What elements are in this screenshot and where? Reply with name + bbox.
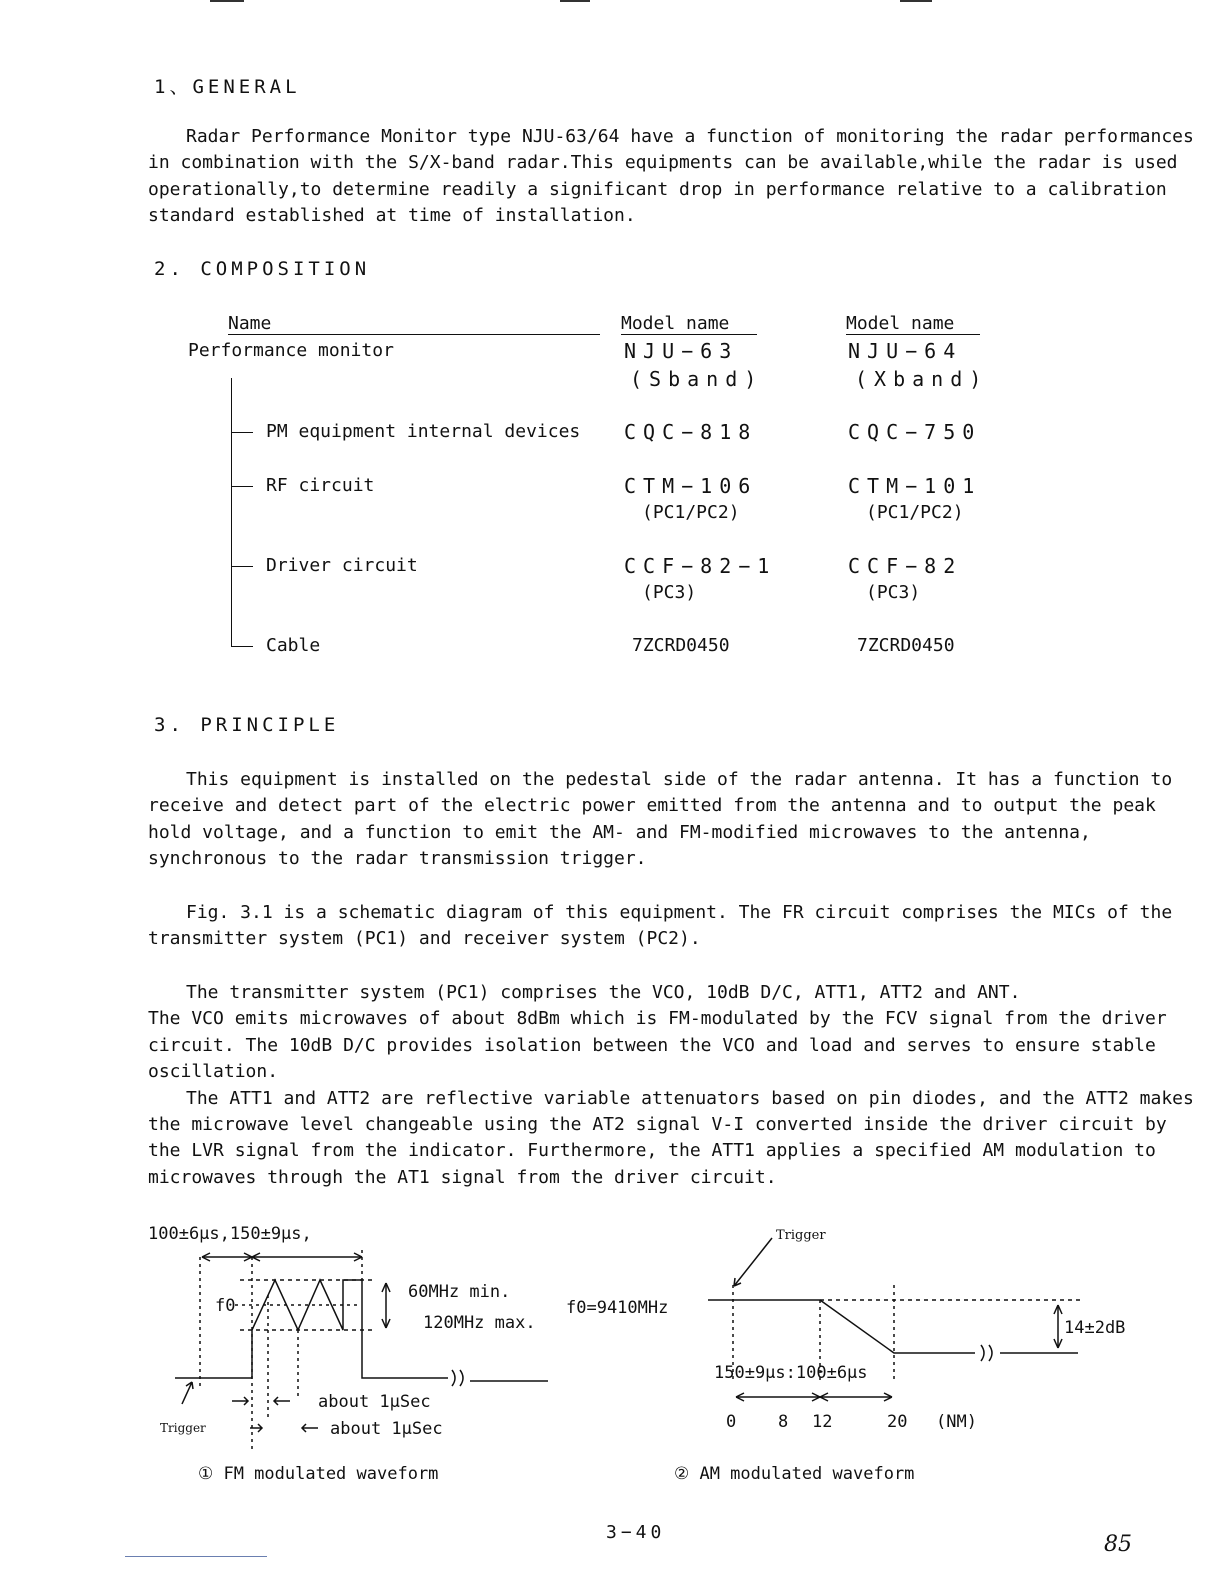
text-line: circuit. The 10dB D/C provides isolation between the VCO and load and serves to ensure stable xyxy=(148,1034,1156,1056)
tree-line xyxy=(231,378,232,646)
tree-branch xyxy=(231,566,253,567)
fm-max-label: 120MHz max. xyxy=(423,1313,536,1333)
tree-branch xyxy=(231,646,253,647)
am-caption: ② AM modulated waveform xyxy=(674,1464,915,1484)
model-nju63: NJU−63 xyxy=(624,339,739,363)
am-trigger-label: Trigger xyxy=(776,1228,826,1243)
row-model-1: 7ZCRD0450 xyxy=(632,635,730,656)
fm-caption: ① FM modulated waveform xyxy=(198,1464,439,1484)
row-model-1: CCF−82−1 xyxy=(624,554,777,578)
row-name-performance-monitor: Performance monitor xyxy=(188,340,394,361)
row-model-2-sub: (PC3) xyxy=(866,582,921,603)
text-line: receive and detect part of the electric power emitted from the antenna and to output the peak xyxy=(148,795,1156,817)
row-model-1-sub: (PC1/PC2) xyxy=(642,502,740,523)
principle-paragraph-2 xyxy=(148,900,1173,953)
am-level-label: 14±2dB xyxy=(1064,1318,1126,1338)
row-model-1-sub: (PC3) xyxy=(642,582,697,603)
row-name: Driver circuit xyxy=(266,555,418,576)
am-axis-tick: 0 xyxy=(726,1412,737,1432)
fm-f0-label: f0 xyxy=(215,1296,236,1316)
handwritten-mark: 85 xyxy=(1104,1532,1132,1557)
row-model-1: CTM−106 xyxy=(624,474,758,498)
text-line: synchronous to the radar transmission trigger. xyxy=(148,848,647,870)
row-name: PM equipment internal devices xyxy=(266,421,581,442)
am-axis-tick: 8 xyxy=(778,1412,789,1432)
text-line: microwaves through the AT1 signal from the driver circuit. xyxy=(148,1166,777,1188)
row-model-2-sub: (PC1/PC2) xyxy=(866,502,964,523)
text-line: hold voltage, and a function to emit the AM- and FM-modified microwaves to the antenna, xyxy=(148,821,1091,843)
fm-min-label: 60MHz min. xyxy=(408,1282,511,1302)
footer-rule xyxy=(125,1556,267,1557)
col-header-model-1: Model name xyxy=(621,313,757,335)
principle-paragraph-1 xyxy=(148,767,1173,873)
tree-branch xyxy=(231,486,253,487)
row-model-1: CQC−818 xyxy=(624,420,758,444)
fm-timing-label: 100±6μs,150±9μs, xyxy=(148,1224,312,1244)
text-line: This equipment is installed on the pedestal side of the radar antenna. It has a function to xyxy=(186,769,1173,790)
am-axis-tick: 12 xyxy=(812,1412,833,1432)
principle-paragraph-3 xyxy=(148,980,1194,1191)
fm-about-label-2: about 1μSec xyxy=(330,1419,443,1439)
fm-about-label-1: about 1μSec xyxy=(318,1392,431,1412)
text-line: standard established at time of installation. xyxy=(148,205,636,227)
text-line: transmitter system (PC1) and receiver system (PC2). xyxy=(148,928,701,950)
am-timing-label: 150±9μs:100±6μs xyxy=(714,1363,868,1383)
col-header-model-2: Model name xyxy=(846,313,980,335)
text-line: Radar Performance Monitor type NJU-63/64 have a function of monitoring the radar performances xyxy=(186,126,1194,147)
row-name: RF circuit xyxy=(266,475,375,496)
heading-general: 1、GENERAL xyxy=(154,76,301,98)
fm-trigger-label: Trigger xyxy=(160,1421,206,1435)
am-axis-tick: 20 xyxy=(887,1412,908,1432)
general-paragraph xyxy=(148,124,1194,230)
text-line: in combination with the S/X-band radar.This equipments can be available,while the radar is used xyxy=(148,152,1178,174)
text-line: The transmitter system (PC1) comprises the VCO, 10dB D/C, ATT1, ATT2 and ANT. xyxy=(186,982,1021,1003)
page-number: 3−40 xyxy=(606,1522,666,1543)
text-line: oscillation. xyxy=(148,1061,279,1083)
scan-mark-center xyxy=(560,0,590,2)
band-x: (Xband) xyxy=(855,367,989,391)
scan-mark-left xyxy=(210,0,244,2)
text-line: The ATT1 and ATT2 are reflective variable attenuators based on pin diodes, and the ATT2 makes xyxy=(186,1087,1194,1109)
text-line: The VCO emits microwaves of about 8dBm which is FM-modulated by the FCV signal from the driver xyxy=(148,1008,1167,1030)
center-frequency-label: f0=9410MHz xyxy=(566,1298,669,1318)
row-name: Cable xyxy=(266,635,321,656)
col-header-name: Name xyxy=(228,313,600,335)
row-model-2: CCF−82 xyxy=(848,554,963,578)
heading-composition: 2. COMPOSITION xyxy=(154,258,371,280)
scan-mark-right xyxy=(900,0,932,2)
model-nju64: NJU−64 xyxy=(848,339,963,363)
tree-branch xyxy=(231,432,253,433)
text-line: Fig. 3.1 is a schematic diagram of this equipment. The FR circuit comprises the MICs of the xyxy=(186,902,1173,923)
row-model-2: 7ZCRD0450 xyxy=(857,635,955,656)
row-model-2: CQC−750 xyxy=(848,420,982,444)
heading-principle: 3. PRINCIPLE xyxy=(154,714,340,736)
am-axis-unit: (NM) xyxy=(936,1412,977,1432)
text-line: operationally,to determine readily a significant drop in performance relative to a calibration xyxy=(148,178,1167,200)
row-model-2: CTM−101 xyxy=(848,474,982,498)
text-line: the LVR signal from the indicator. Furthermore, the ATT1 applies a specified AM modulation to xyxy=(148,1140,1156,1162)
text-line: the microwave level changeable using the AT2 signal V-I converted inside the driver circuit by xyxy=(148,1114,1167,1136)
band-s: (Sband) xyxy=(630,367,764,391)
